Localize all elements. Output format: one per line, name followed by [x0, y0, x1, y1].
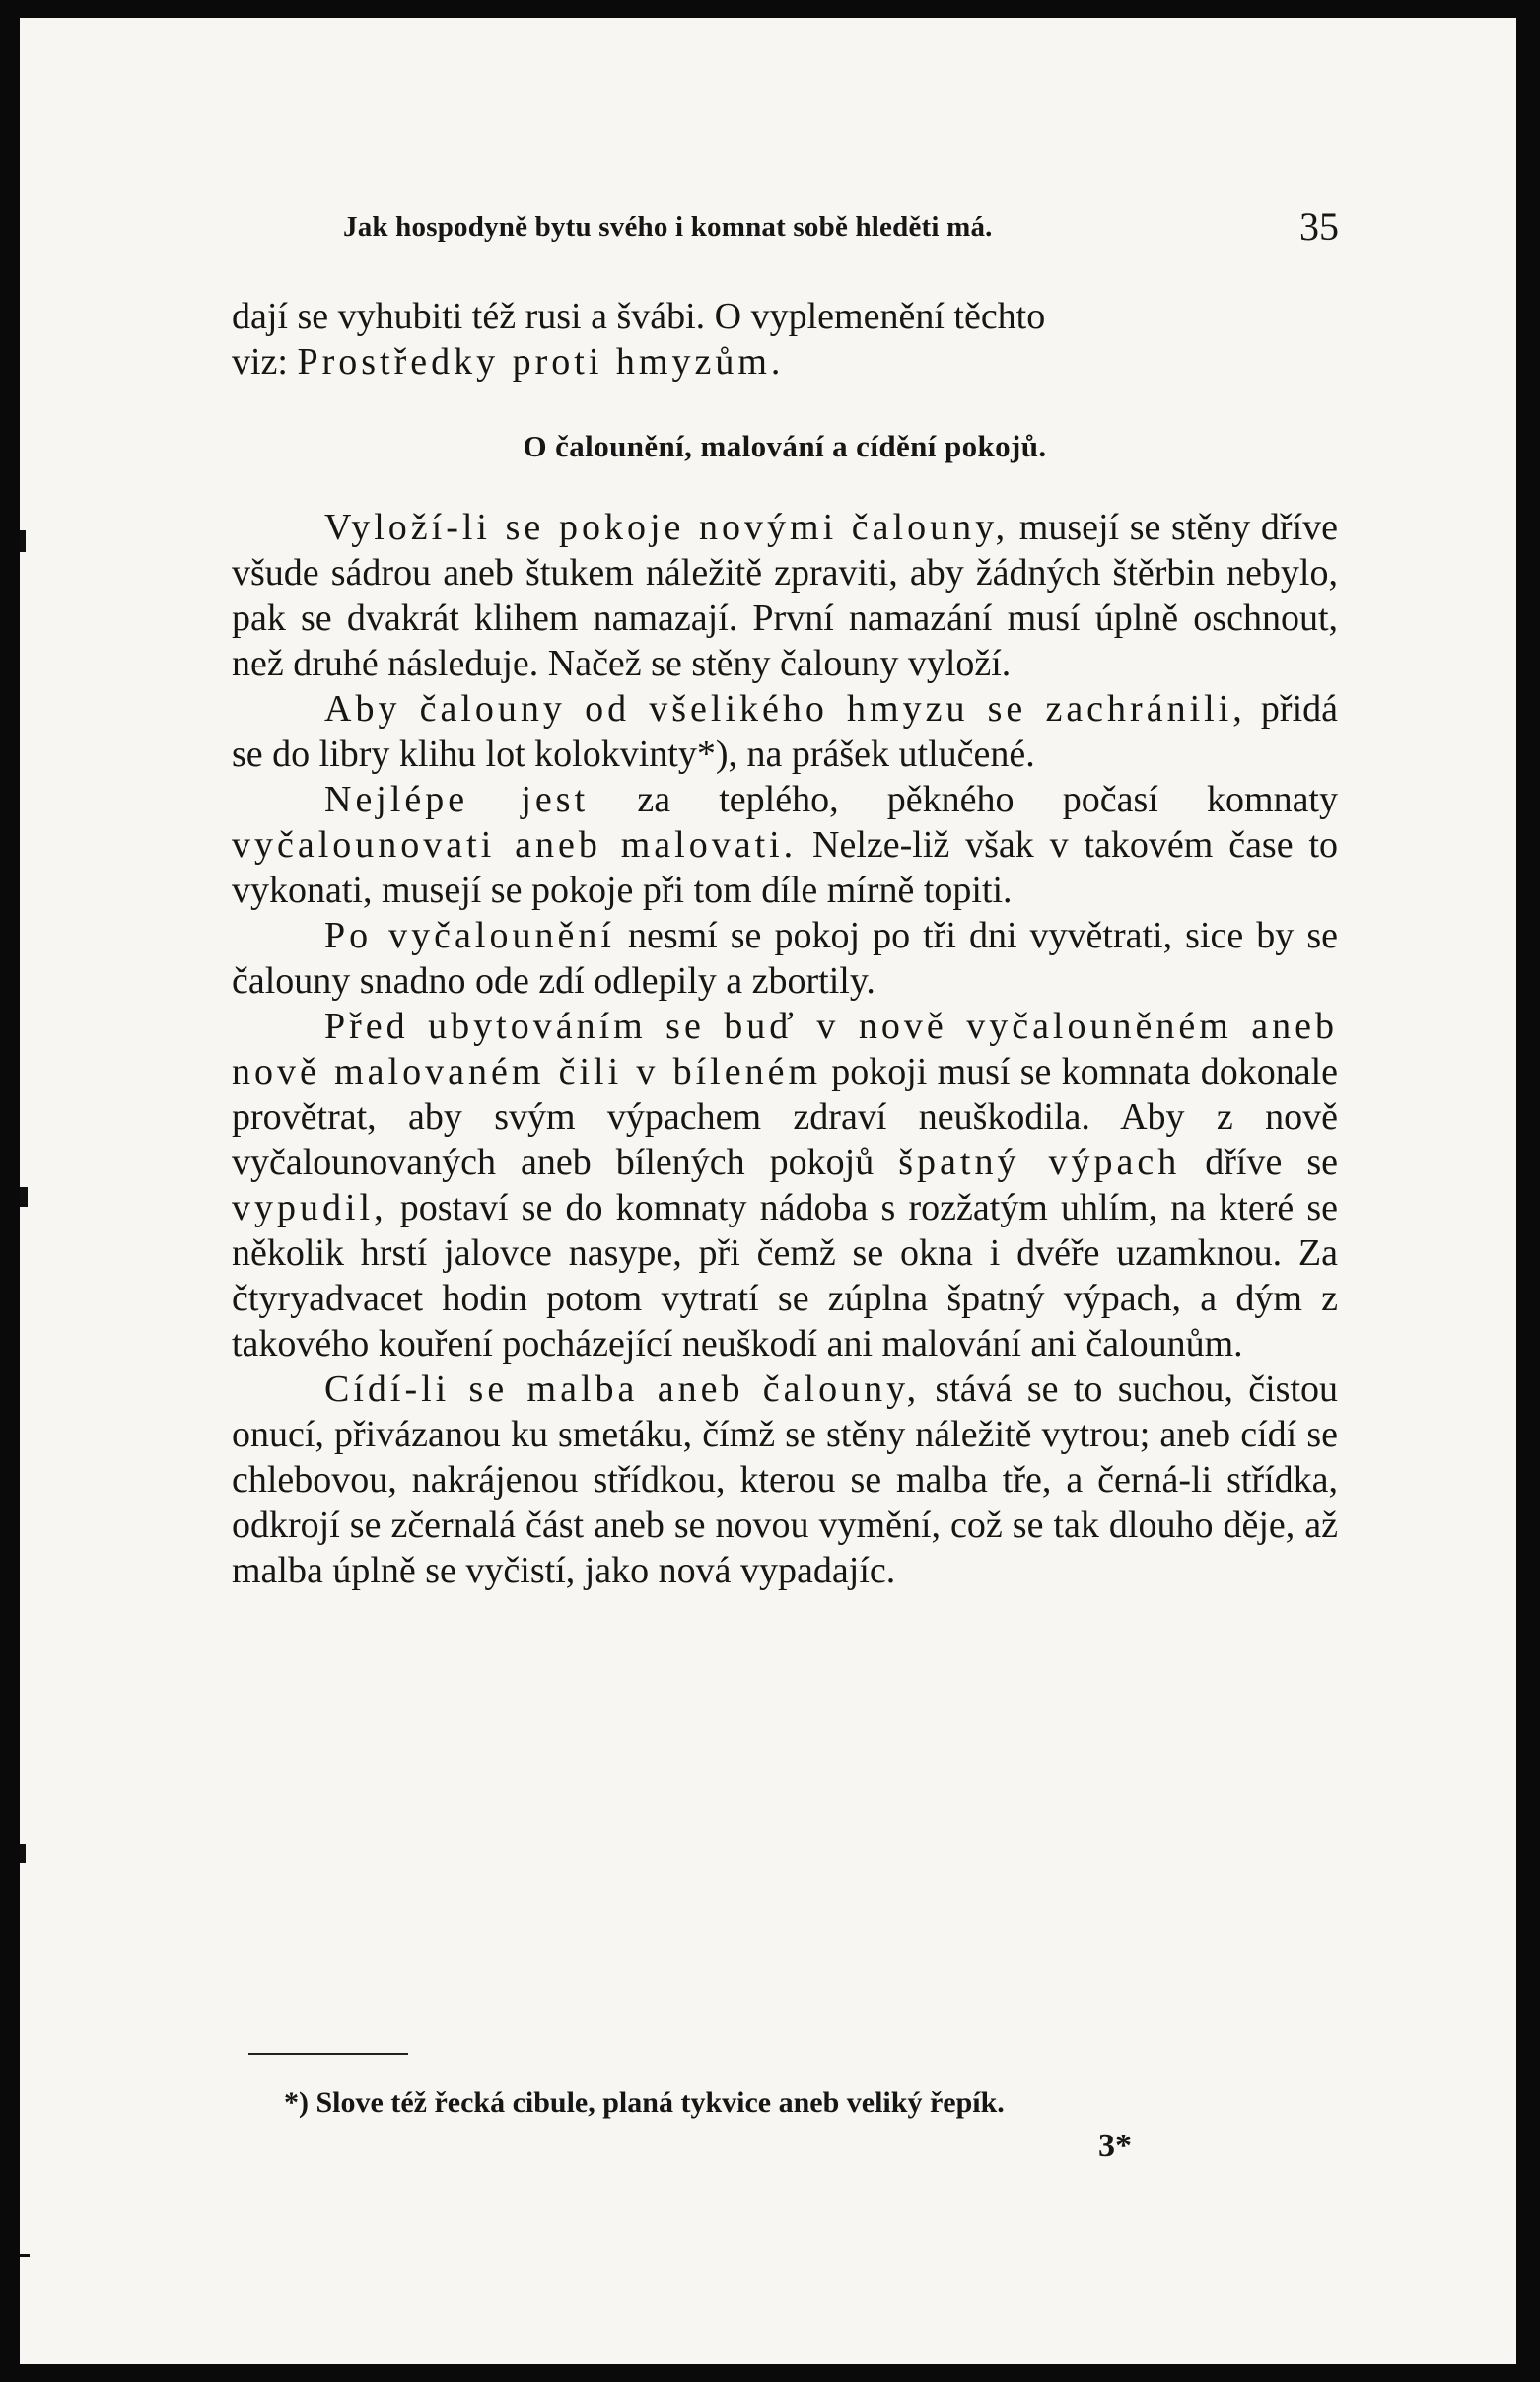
scan-edge-mark: [20, 1187, 28, 1207]
paragraph-3-lead-2: vyčalounovati aneb malovati.: [232, 824, 798, 866]
paragraph-3-text-2: Nelze-liž však v takovém čase to vykonati, musejí se pokoje při tom díle mírně topiti.: [232, 824, 1339, 911]
paragraph-1-text: musejí se stěny dříve všude sádrou aneb štukem náležitě zpraviti, aby žádných štěrbin nebylo, pak se dvakrát klihem namazají. První namazání musí úplně oschnout, než druhé následuje. Načež se stěny čalouny vyloží.: [232, 507, 1338, 684]
paragraph-2-lead: Aby čalouny od všelikého hmyzu se zachránili,: [324, 688, 1246, 730]
paragraph-4: [232, 913, 1338, 1004]
scan-edge-mark: [20, 1844, 26, 1863]
paragraph-5: [232, 1004, 1338, 1366]
page-number: 35: [1299, 204, 1339, 248]
paragraph-5-lead-3: vypudil,: [232, 1187, 387, 1228]
paragraph-4-lead: Po vyčalounění: [324, 915, 615, 956]
signature-mark: 3*: [1098, 2128, 1132, 2164]
paragraph-1: [232, 505, 1338, 686]
section-heading: O čalounění, malování a cídění pokojů.: [523, 429, 1047, 463]
footnote-rule: [248, 2053, 408, 2055]
paragraph-5-text: pokoji musí se komnata dokonale provětrat, aby svým výpachem zdraví neuškodila. Aby z nově vyčalounovaných aneb bílených pokojů: [232, 1051, 1338, 1183]
footnote: *) Slove též řecká cibule, planá tykvice aneb veliký řepík.: [284, 2086, 1005, 2119]
paragraph-6-text: stává se to suchou, čistou onucí, přivázanou ku smetáku, čímž se stěny náležitě vytrou; aneb cídí se chlebovou, nakrájenou střídkou, kterou se malba tře, a černá-li střídka, odkrojí se zčernalá část aneb se novou vymění, což se tak dlouho děje, až malba úplně se vyčistí, jako nová vypadajíc.: [232, 1368, 1338, 1591]
paragraph-3-text: za teplého, pěkného počasí komnaty: [589, 779, 1338, 820]
scan-edge-mark: [20, 2254, 30, 2257]
intro-line-1: dají se vyhubiti též rusi a švábi. O vyplemenění těchto: [232, 296, 1046, 337]
intro-line-2-prefix: viz:: [232, 341, 298, 383]
scan-edge-mark: [20, 530, 26, 552]
intro-reference: Prostředky proti hmyzům.: [297, 341, 785, 383]
body-text: [232, 294, 1338, 1593]
running-title: Jak hospodyně bytu svého i komnat sobě hleděti má.: [343, 211, 993, 243]
paragraph-5-text-3: postaví se do komnaty nádoba s rozžatým uhlím, na které se několik hrstí jalovce nasype, při čemž se okna i dvéře uzamknou. Za čtyryadvacet hodin potom vytratí se zúplna špatný výpach, a dým z takového kouření pocházející neuškodí ani malování ani čalounům.: [232, 1187, 1338, 1365]
paragraph-5-text-2: dříve se: [1180, 1142, 1338, 1183]
paragraph-1-lead: Vyloží-li se pokoje novými čalouny,: [324, 507, 1010, 548]
running-head: [343, 203, 1339, 252]
paragraph-3: [232, 777, 1338, 913]
paragraph-5-lead-2: špatný výpach: [898, 1142, 1181, 1183]
paragraph-4-text: nesmí se pokoj po tři dni vyvětrati, sice by se čalouny snadno ode zdí odlepily a zbortily.: [232, 915, 1338, 1002]
book-page: [20, 18, 1516, 2364]
intro-paragraph: [232, 294, 1338, 385]
paragraph-3-lead: Nejlépe jest: [324, 779, 590, 820]
paragraph-2: [232, 686, 1338, 777]
paragraph-6-lead: Cídí-li se malba aneb čalouny,: [324, 1368, 921, 1410]
paragraph-6: [232, 1366, 1338, 1593]
paragraph-5-lead: Před ubytováním se buď v nově vyčalouněném aneb nově malovaném čili v bíleném: [232, 1006, 1338, 1092]
paragraph-2-text: přidá se do libry klihu lot kolokvinty*), na prášek utlučené.: [232, 688, 1338, 775]
